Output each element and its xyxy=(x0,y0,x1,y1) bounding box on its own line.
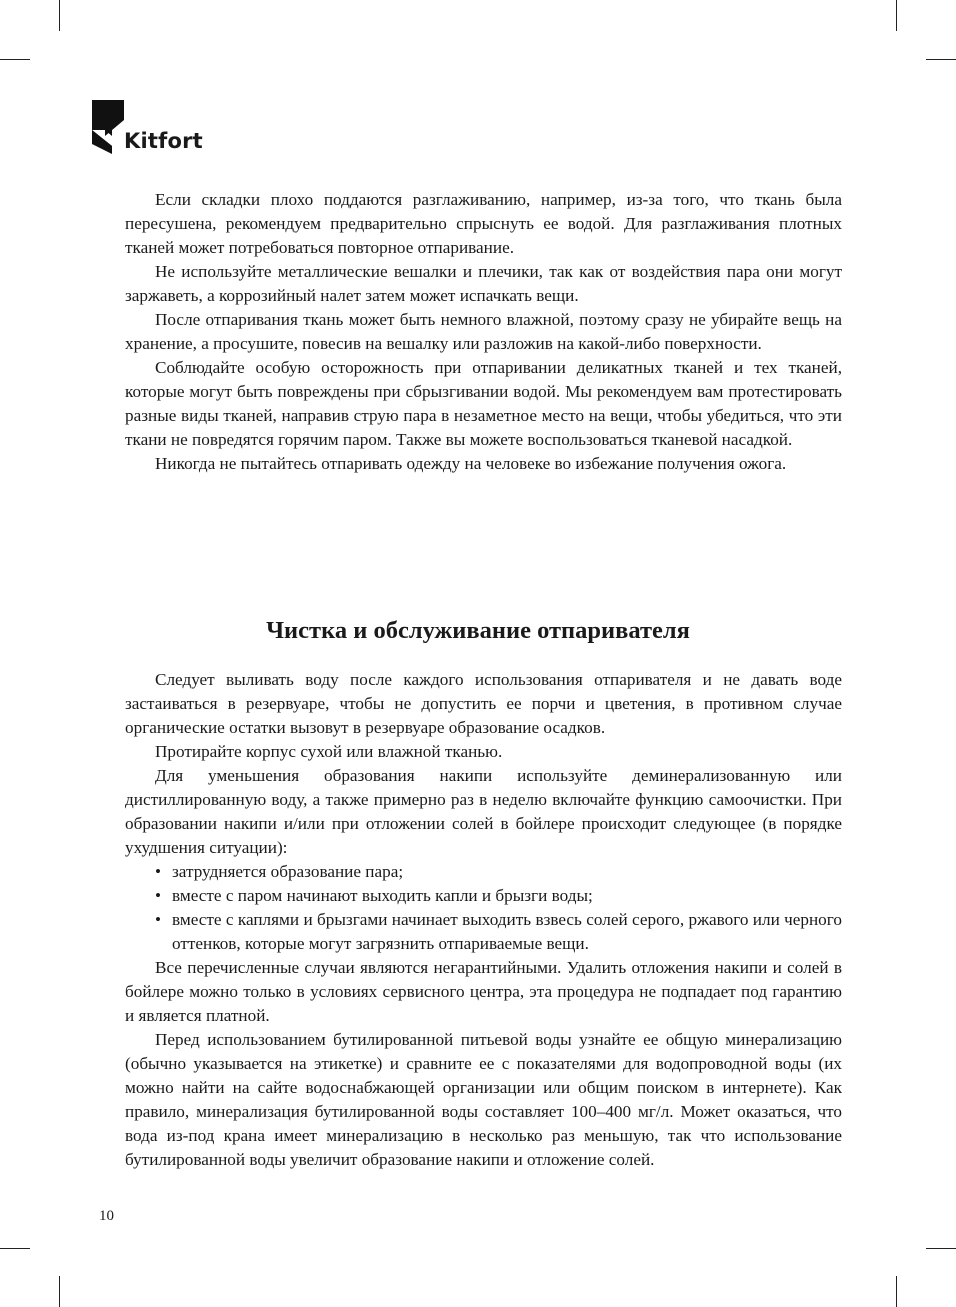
paragraph: Соблюдайте особую осторожность при отпаривании деликатных тканей и тех тканей, которые могут быть повреждены при сбрызгивании водой. Мы рекомендуем вам протестировать разные виды тканей, направив струю пара в незаметное место на вещи, чтобы убедиться, что эти ткани не повредятся горячим паром. Также вы можете воспользоваться тканевой насадкой. xyxy=(125,358,842,449)
crop-mark xyxy=(0,1248,30,1249)
paragraph: Если складки плохо поддаются разглаживанию, например, из-за того, что ткань была пересушена, рекомендуем предварительно спрыснуть ее водой. Для разглаживания плотных тканей может потребоваться повторное отпаривание. xyxy=(125,190,842,257)
section-title: Чистка и обслуживание отпаривателя xyxy=(266,617,690,644)
crop-mark xyxy=(59,0,60,31)
paragraph: Никогда не пытайтесь отпаривать одежду на человеке во избежание получения ожога. xyxy=(155,454,787,473)
list-item-text: затрудняется образование пара; xyxy=(172,862,404,881)
crop-mark xyxy=(59,1276,60,1307)
crop-mark xyxy=(896,1276,897,1307)
crop-mark xyxy=(0,59,30,60)
crop-mark xyxy=(926,1248,956,1249)
bullet-icon: • xyxy=(155,862,162,881)
paragraph: Все перечисленные случаи являются негарантийными. Удалить отложения накипи и солей в бойлере можно только в условиях сервисного центра, эта процедура не подпадает под гарантию и является платной. xyxy=(125,958,842,1025)
list-item xyxy=(125,860,842,884)
bullet-list xyxy=(125,860,842,956)
paragraph: Не используйте металлические вешалки и плечики, так как от воздействия пара они могут заржаветь, а коррозийный налет затем может испачкать вещи. xyxy=(125,262,842,305)
paragraph: Для уменьшения образования накипи используйте деминерализованную или дистиллированную воду, а также примерно раз в неделю включайте функцию самоочистки. При образовании накипи и/или при отложении солей в бойлере происходит следующее (в порядке ухудшения ситуации): xyxy=(125,766,842,857)
bullet-icon: • xyxy=(155,886,162,905)
section-text xyxy=(125,668,842,1172)
list-item xyxy=(125,884,842,908)
list-item-text: вместе с каплями и брызгами начинает выходить взвесь солей серого, ржавого или черного оттенков, которые могут загрязнить отпариваемые вещи. xyxy=(172,910,842,953)
paragraph: Протирайте корпус сухой или влажной тканью. xyxy=(155,742,503,761)
paragraph: Следует выливать воду после каждого использования отпаривателя и не давать воде застаиваться в резервуаре, чтобы не допустить ее порчи и цветения, в противном случае органические остатки вызовут в резервуаре образование осадков. xyxy=(125,670,842,737)
crop-mark xyxy=(926,59,956,60)
kitfort-logo-icon xyxy=(92,100,124,154)
list-item xyxy=(125,908,842,956)
list-item-text: вместе с паром начинают выходить капли и брызги воды; xyxy=(172,886,593,905)
paragraph: После отпаривания ткань может быть немного влажной, поэтому сразу не убирайте вещь на хранение, а просушите, повесив на вешалку или разложив на какой-либо поверхности. xyxy=(125,310,842,353)
bullet-icon: • xyxy=(155,910,162,929)
crop-mark xyxy=(896,0,897,31)
brand-name: Kitfort xyxy=(124,129,203,153)
intro-text xyxy=(125,188,842,476)
page-number: 10 xyxy=(99,1208,114,1224)
paragraph: Перед использованием бутилированной питьевой воды узнайте ее общую минерализацию (обычно указывается на этикетке) и сравните ее с показателями для водопроводной воды (их можно найти на сайте водоснабжающей организации или общим поиском в интернете). Как правило, минерализация бутилированной воды составляет 100–400 мг/л. Может оказаться, что вода из-под крана имеет минерализацию в несколько раз меньшую, так что использование бутилированной воды увеличит образование накипи и отложение солей. xyxy=(125,1030,842,1169)
